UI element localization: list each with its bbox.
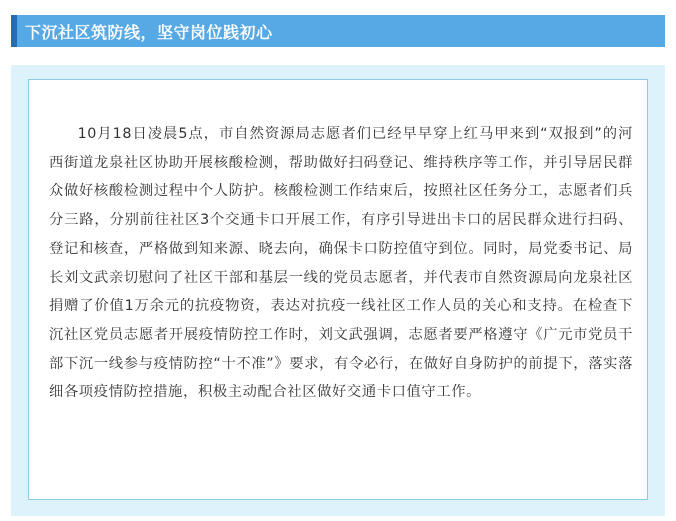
section-header bbox=[11, 15, 665, 47]
article-card bbox=[28, 79, 648, 500]
content-panel bbox=[11, 65, 665, 516]
section-title: 下沉社区筑防线，坚守岗位践初心 bbox=[25, 22, 273, 42]
article-body: 10月18日凌晨5点，市自然资源局志愿者们已经早早穿上红马甲来到“双报到”的河西街道龙泉社区协助开展核酸检测，帮助做好扫码登记、维持秩序等工作，并引导居民群众做好核酸检测过程中个人防护。核酸检测工作结束后，按照社区任务分工，志愿者们兵分三路，分别前往社区3个交通卡口开展工作，有序引导进出卡口的居民群众进行扫码、登记和核查，严格做到知来源、晓去向，确保卡口防控值守到位。同时，局党委书记、局长刘文武亲切慰问了社区干部和基层一线的党员志愿者，并代表市自然资源局向龙泉社区捐赠了价值1万余元的抗疫物资，表达对抗疫一线社区工作人员的关心和支持。在检查下沉社区党员志愿者开展疫情防控工作时，刘文武强调，志愿者要严格遵守《广元市党员干部下沉一线参与疫情防控“十不准”》要求，有令必行，在做好自身防护的前提下，落实落细各项疫情防控措施，积极主动配合社区做好交通卡口值守工作。 bbox=[49, 126, 633, 401]
